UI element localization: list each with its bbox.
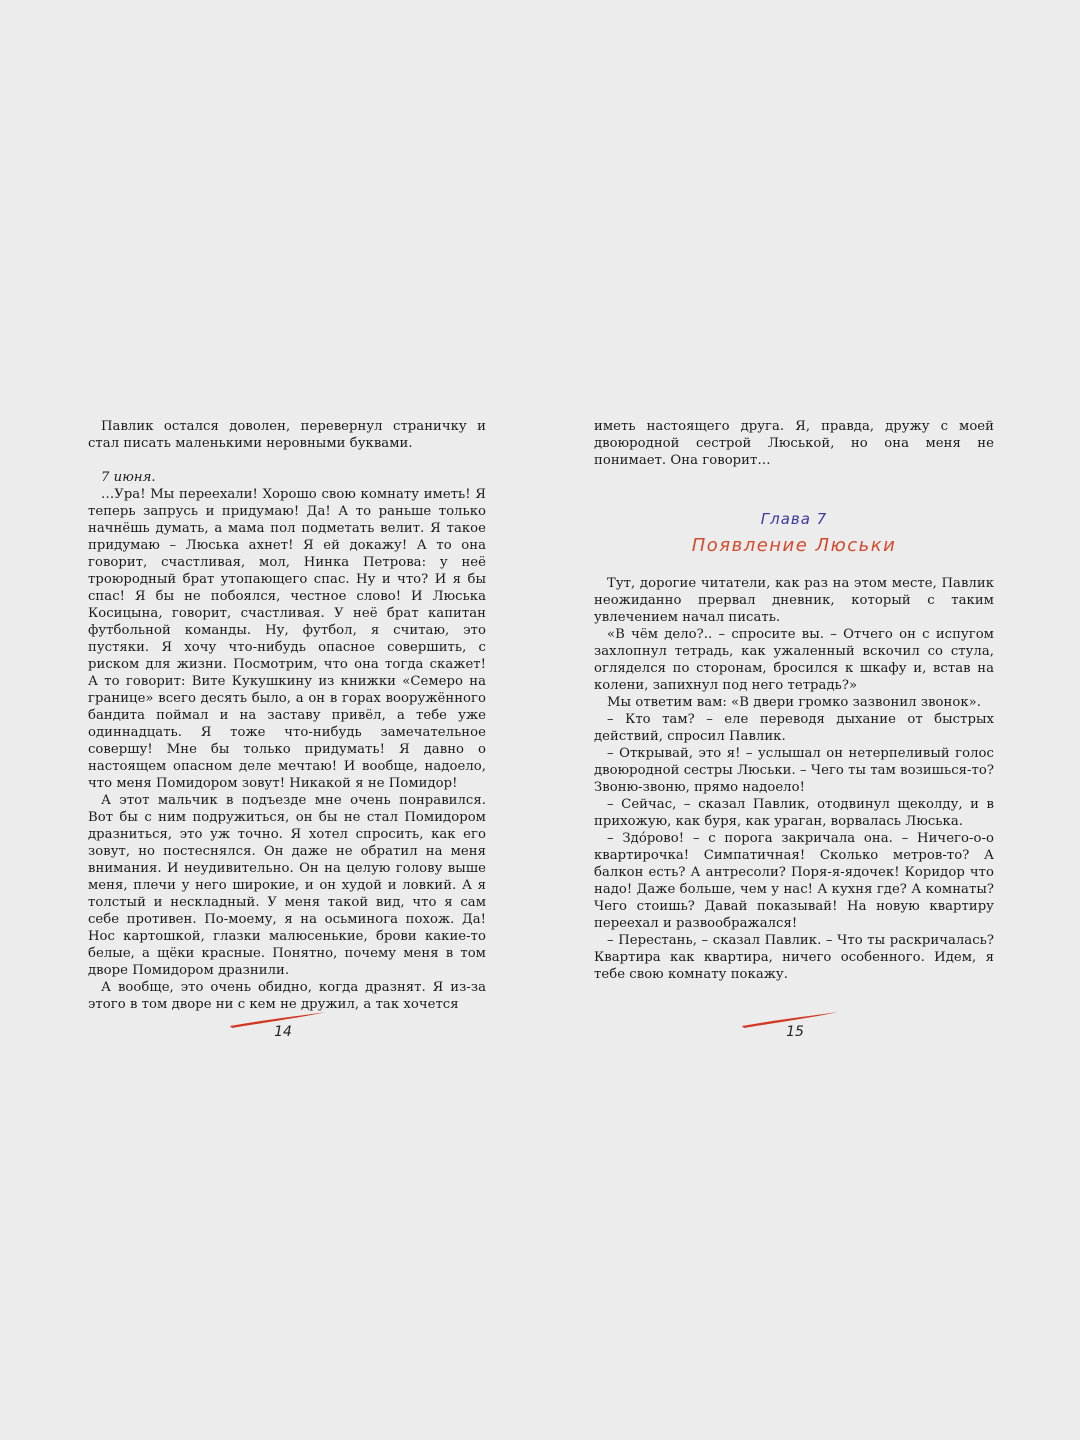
paragraph: А этот мальчик в подъезде мне очень понравился. Вот бы с ним подружиться, он бы не стал Помидором дразниться, это уж точно. Я хотел спросить, как его зовут, но постеснялся. Он даже не обратил на меня внимания. И неудивительно. Он на целую голову выше меня, плечи у него широкие, и он худой и ловкий. А я толстый и нескладный. У меня такой вид, что я сам себе противен. По-моему, я на осьминога похож. Да! Нос картошкой, глазки малюсенькие, брови какие-то белые, а щёки красные. Понятно, почему меня в том дворе Помидором дразнили.	[88, 793, 486, 978]
paragraph: – Сейчас, – сказал Павлик, отодвинул щеколду, и в прихожую, как буря, как ураган, ворвалась Люська.	[594, 797, 994, 829]
paragraph: – Кто там? – еле переводя дыхание от быстрых действий, спросил Павлик.	[594, 712, 994, 744]
diary-date: 7 июня.	[101, 470, 156, 485]
paragraph: …Ура! Мы переехали! Хорошо свою комнату иметь! Я теперь запрусь и придумаю! Да! А то раньше только начнёшь думать, а мама пол подметать велит. Я такое придумаю – Люська ахнет! Я ей докажу! А то она говорит, счастливая, мол, Нинка Петрова: у неё троюродный брат утопающего спас. Ну и что? И я бы спас! Я бы не побоялся, честное слово! И Люська Косицына, говорит, счастливая. У неё брат капитан футбольной команды. Ну, футбол, я считаю, это пустяки. Я хочу что-нибудь опасное совершить, с риском для жизни. Посмотрим, что она тогда скажет! А то говорит: Вите Кукушкину из книжки «Семеро на границе» всего десять было, а он в горах вооружённого бандита поймал и на заставу привёл, а тебе уже одиннадцать. Я тоже что-нибудь замечательное совершу! Мне бы только придумать! Я давно о настоящем опасном деле мечтаю! И вообще, надоело, что меня Помидором зовут! Никакой я не Помидор!	[88, 487, 486, 791]
left-page	[88, 418, 486, 1013]
right-page	[594, 418, 994, 983]
paragraph: Павлик остался доволен, перевернул страничку и стал писать маленькими неровными буквами.	[88, 419, 486, 451]
paragraph: – Перестань, – сказал Павлик. – Что ты раскричалась? Квартира как квартира, ничего особенного. Идем, я тебе свою комнату покажу.	[594, 933, 994, 982]
paragraph: Тут, дорогие читатели, как раз на этом месте, Павлик неожиданно прервал дневник, который с таким увлечением начал писать.	[594, 576, 994, 625]
page-number: 15	[786, 1024, 804, 1040]
page-number: 14	[274, 1024, 292, 1040]
paragraph: иметь настоящего друга. Я, правда, дружу с моей двоюродной сестрой Люськой, но она меня не понимает. Она говорит…	[594, 419, 994, 468]
chapter-title: Появление Люськи	[691, 535, 897, 556]
paragraph: «В чём дело?.. – спросите вы. – Отчего он с испугом захлопнул тетрадь, как ужаленный вскочил со стула, огляделся по сторонам, бросился к шкафу и, встав на колени, запихнул под него тетрадь?»	[594, 627, 994, 693]
paragraph: А вообще, это очень обидно, когда дразнят. Я из-за этого в том дворе ни с кем не дружил, а так хочется	[88, 980, 486, 1012]
paragraph: – Здо́рово! – с порога закричала она. – Ничего-о-о квартирочка! Симпатичная! Сколько метров-то? А балкон есть? А антресоли? Поря-я-ядочек! Коридор что надо! Даже больше, чем у нас! А кухня где? А комнаты? Чего стоишь? Давай показывай! На новую квартиру переехал и развоображался!	[594, 831, 994, 931]
page-number-right	[740, 1010, 850, 1050]
paragraph: – Открывай, это я! – услышал он нетерпеливый голос двоюродной сестры Люськи. – Чего ты там возишься-то? Звоню-звоню, прямо надоело!	[594, 746, 994, 795]
paragraph: Мы ответим вам: «В двери громко зазвонил звонок».	[607, 695, 982, 710]
page-number-left	[228, 1010, 338, 1050]
chapter-label: Глава 7	[760, 510, 828, 528]
